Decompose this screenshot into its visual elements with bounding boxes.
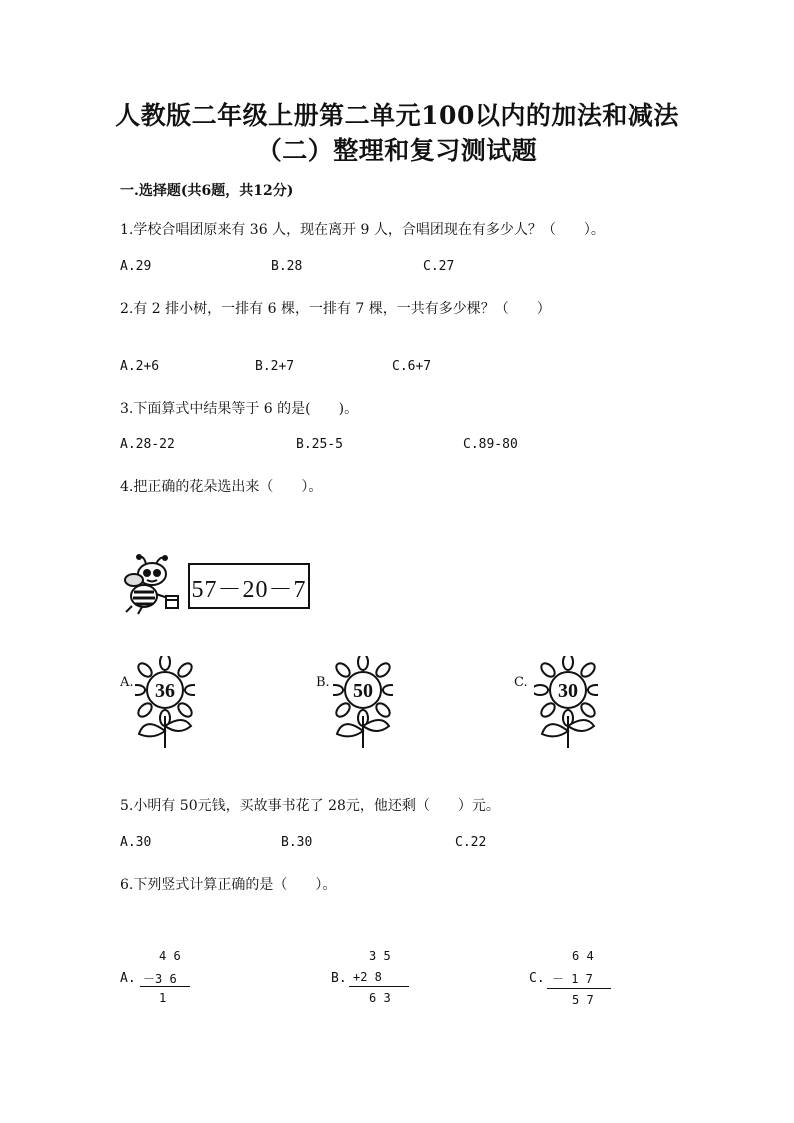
q1-option-a[interactable]: A.29: [120, 259, 152, 274]
q6-option-c-label[interactable]: C.: [529, 971, 545, 986]
q6-c-operation: － 1 7: [552, 972, 593, 986]
q6-a-top-number: 4 6: [159, 949, 181, 963]
q3-option-a[interactable]: A.28-22: [120, 437, 175, 452]
bee-icon: [122, 554, 186, 616]
question-2: 2.有 2 排小树，一排有 6 棵，一排有 7 棵，一共有多少棵？（ ）: [120, 301, 551, 317]
q6-c-rule: [547, 988, 611, 989]
question-6: 6.下列竖式计算正确的是（ ）。: [120, 877, 337, 893]
question-1: 1.学校合唱团原来有 36 人，现在离开 9 人，合唱团现在有多少人？（ ）。: [120, 222, 605, 238]
q3-option-b[interactable]: B.25-5: [296, 437, 343, 452]
question-5: 5.小明有 50元钱，买故事书花了 28元，他还剩（ ）元。: [120, 798, 500, 814]
flower-b-number: 50: [353, 680, 373, 702]
question-4: 4.把正确的花朵选出来（ ）。: [120, 479, 323, 495]
q6-b-result: 6 3: [369, 991, 391, 1005]
expression-box: 57－20－7: [188, 563, 310, 609]
sunflower-a-icon[interactable]: [135, 656, 195, 748]
q6-a-result: 1: [159, 991, 167, 1005]
page-title-line2: （二）整理和复习测试题: [256, 136, 538, 165]
q6-a-rule: [140, 986, 190, 987]
q4-option-a-label[interactable]: A.: [120, 675, 134, 690]
q6-b-top-number: 3 5: [369, 949, 391, 963]
q6-b-rule: [349, 986, 409, 987]
q6-option-a-label[interactable]: A.: [120, 971, 136, 986]
q5-option-b[interactable]: B.30: [281, 835, 313, 850]
q1-option-b[interactable]: B.28: [271, 259, 303, 274]
sunflower-b-icon[interactable]: [333, 656, 393, 748]
q5-option-a[interactable]: A.30: [120, 835, 152, 850]
flower-c-number: 30: [558, 680, 578, 702]
q2-option-b[interactable]: B.2+7: [255, 359, 295, 374]
q5-option-c[interactable]: C.22: [455, 835, 487, 850]
question-3: 3.下面算式中结果等于 6 的是( )。: [120, 401, 359, 417]
q6-c-result: 5 7: [572, 993, 594, 1007]
q6-a-operation: －3 6: [143, 972, 177, 986]
q6-c-top-number: 6 4: [572, 949, 594, 963]
q6-option-b-label[interactable]: B.: [331, 971, 347, 986]
q4-option-b-label[interactable]: B.: [316, 675, 330, 690]
q1-option-c[interactable]: C.27: [423, 259, 455, 274]
page-title-line1: 人教版二年级上册第二单元100以内的加法和减法: [115, 101, 679, 130]
q2-option-c[interactable]: C.6+7: [392, 359, 432, 374]
q4-option-c-label[interactable]: C.: [514, 675, 528, 690]
flower-a-number: 36: [155, 680, 175, 702]
section-header: 一.选择题(共6题，共12分): [120, 183, 294, 199]
q3-option-c[interactable]: C.89-80: [463, 437, 518, 452]
sunflower-c-icon[interactable]: [534, 656, 598, 748]
q2-option-a[interactable]: A.2+6: [120, 359, 160, 374]
q6-b-operation: +2 8: [353, 970, 382, 984]
